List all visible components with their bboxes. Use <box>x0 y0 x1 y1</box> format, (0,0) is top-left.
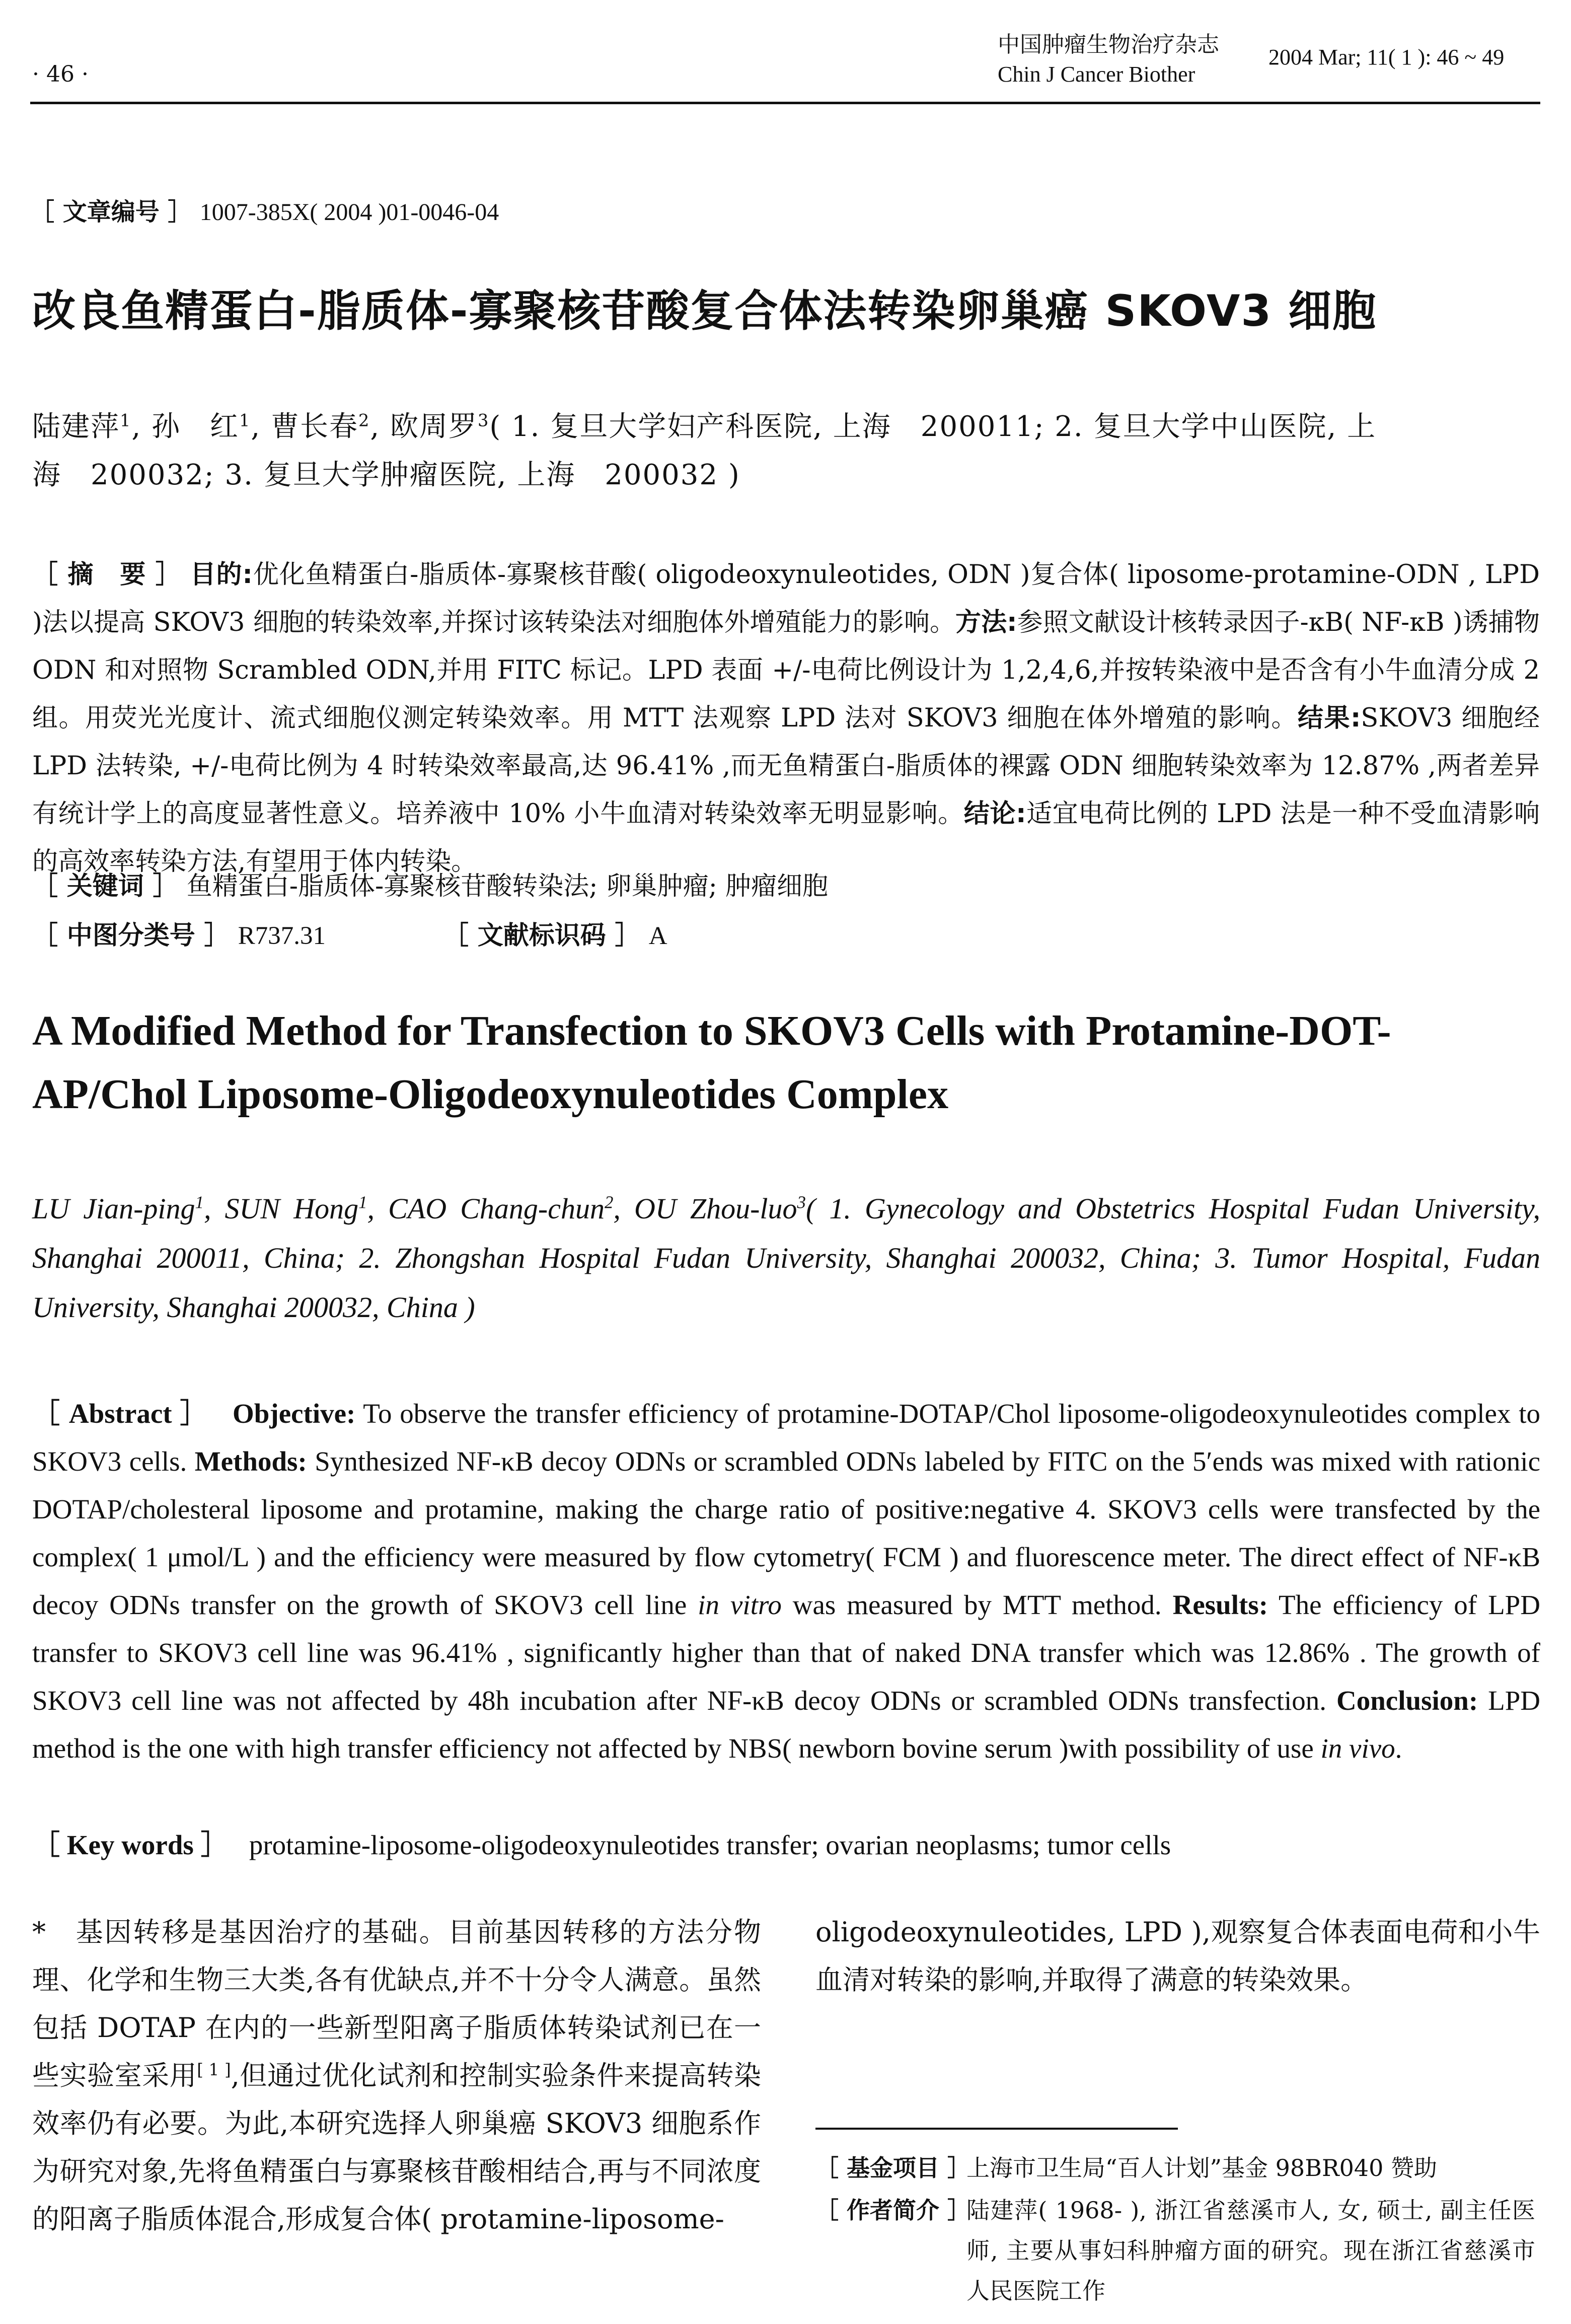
conclusion-en: LPD method is the one with high transfer efficiency not affected by NBS( newborn bovine serum )with possibility of use <box>32 1685 1541 1764</box>
abstract-cn <box>32 551 1540 886</box>
affiliations-cn-line1: ( 1. 复旦大学妇产科医院, 上海 200011; 2. 复旦大学中山医院, 上 <box>489 410 1377 443</box>
author-cn: 孙 红$^1$ <box>151 410 251 443</box>
journal-name-en: Chin J Cancer Biother <box>998 62 1195 87</box>
authors-en: LU Jian-ping$^1$, SUN Hong$^1$, CAO Chang-chun$^2$, OU Zhou-luo$^3$( 1. Gynecology and Obstetrics Hospital Fudan University, Shanghai 200011, China; 2. Zhongshan Hospital Fudan University, Shanghai 200032, China; 3. Tumor Hospital, Fudan University, Shanghai 200032, China ) <box>32 1192 1540 1324</box>
body-column-left <box>32 1908 761 2243</box>
authors-cn: 陆建萍$^1$, 孙 红$^1$, 曹长春$^2$, 欧周罗$^3$( 1. 复旦大学妇产科医院, 上海 200011; 2. 复旦大学中山医院, 上 海 200032; 3. 复旦大学肿瘤医院, 上海 200032 ) <box>32 410 1377 491</box>
keywords-en-label: ［ Key words ］ <box>32 1830 229 1860</box>
conclusion-label-cn: 结论: <box>963 799 1026 829</box>
classification-cn-value: R737.31 <box>238 922 326 950</box>
doc-code-cn <box>443 914 667 952</box>
article-id-label: ［ 文章编号 ］ <box>30 198 192 226</box>
conclusion-label-en: Conclusion: <box>1336 1685 1478 1716</box>
methods-en: Synthesized NF-κB decoy ODNs or scrambled ODNs labeled by FITC on the 5′ends was mixed with rationic DOTAP/cholesteral liposome and protamine, making the charge ratio of positive:negative 4. SKOV3 cells were transfected by the complex( 1 μmol/L ) and the efficiency were measured by flow cytometry( FCM ) and fluorescence meter. The direct effect of NF-κB decoy ODNs transfer on the growth of SKOV3 cell line <box>32 1446 1540 1620</box>
in-vitro-term: in vitro <box>698 1589 782 1620</box>
author-cn: 曹长春$^2$ <box>270 410 370 443</box>
objective-en: To observe the transfer efficiency of protamine-DOTAP/Chol liposome-oligodeoxynuleotides complex to SKOV3 cells. <box>32 1398 1541 1477</box>
abstract-en <box>32 1390 1540 1772</box>
page-number: · 46 · <box>32 61 89 87</box>
classification-cn <box>32 914 326 952</box>
journal-name-cn: 中国肿瘤生物治疗杂志 <box>998 32 1219 57</box>
objective-label-en: Objective: <box>233 1398 356 1429</box>
title-en-line1: A Modified Method for Transfection to SKOV3 Cells with Protamine-DOT- <box>32 1007 1391 1054</box>
footnote-star: * <box>32 1916 46 1948</box>
classification-cn-label: ［ 中图分类号 ］ <box>32 921 230 951</box>
methods-label-cn: 方法: <box>955 608 1017 637</box>
journal-issue: 2004 Mar; 11( 1 ): 46 ~ 49 <box>1268 45 1505 69</box>
keywords-en <box>32 1823 1171 1862</box>
fund-note <box>815 2150 1437 2183</box>
fund-text: 上海市卫生局“百人计划”基金 98BR040 赞助 <box>966 2154 1438 2182</box>
objective-cn: 优化鱼精蛋白-脂质体-寡聚核苷酸( oligodeoxynuleotides, ODN )复合体( liposome-protamine-ODN , LPD )法以提高 SKOV3 细胞的转染效率,并探讨该转染法对细胞体外增殖能力的影响。 <box>32 560 1540 637</box>
article-id-value: 1007-385X( 2004 )01-0046-04 <box>199 199 499 226</box>
keywords-cn <box>32 865 828 902</box>
author-cn: 欧周罗$^3$ <box>390 410 490 443</box>
methods-label-en: Methods: <box>194 1446 307 1477</box>
results-en: The efficiency of LPD transfer to SKOV3 cell line was 96.41% , significantly higher than that of naked DNA transfer which was 12.86% . The growth of SKOV3 cell line was not affected by 48h incubation after NF-κB decoy ODNs or scrambled ODNs transfection. <box>32 1589 1540 1716</box>
doc-code-cn-value: A <box>648 922 667 950</box>
affiliations-en: ( 1. Gynecology and Obstetrics Hospital Fudan University, Shanghai 200011, China; 2. Zhongshan Hospital Fudan University, Shanghai 200032, China; 3. Tumor Hospital, Fudan University, Shanghai 200032, China ) <box>32 1192 1540 1324</box>
title-cn: 改良鱼精蛋白-脂质体-寡聚核苷酸复合体法转染卵巢癌 SKOV3 细胞 <box>32 286 1377 336</box>
author-en: SUN Hong$^1$ <box>225 1192 367 1225</box>
keywords-en-value: protamine-liposome-oligodeoxynuleotides transfer; ovarian neoplasms; tumor cells <box>249 1830 1171 1860</box>
footnote-rule <box>815 2128 1178 2130</box>
affiliations-cn-line2: 海 200032; 3. 复旦大学肿瘤医院, 上海 200032 ) <box>32 459 740 491</box>
methods-cn: 参照文献设计核转录因子-κB( NF-κB )诱捕物 ODN 和对照物 Scrambled ODN,并用 FITC 标记。LPD 表面 +/-电荷比例设计为 1,2,4,6,并按转染液中是否含有小牛血清分成 2 组。用荧光光度计、流式细胞仪测定转染效率。用 MTT 法观察 LPD 法对 SKOV3 细胞在体外增殖的影响。 <box>32 608 1540 733</box>
author-en: CAO Chang-chun$^2$ <box>388 1192 614 1225</box>
author-cn: 陆建萍$^1$ <box>32 410 132 443</box>
citation-ref[interactable]: [ 1 ] <box>197 2060 231 2079</box>
author-en: OU Zhou-luo$^3$ <box>634 1192 806 1225</box>
title-en-line2: AP/Chol Liposome-Oligodeoxynuleotides Complex <box>32 1071 949 1118</box>
header-rule <box>30 102 1540 104</box>
fund-label: ［ 基金项目 ］ <box>815 2154 971 2182</box>
abstract-cn-label: ［ 摘 要 ］ <box>32 560 182 590</box>
results-label-en: Results: <box>1172 1589 1268 1620</box>
body-left-text-b: ,但通过优化试剂和控制实验条件来提高转染效率仍有必要。为此,本研究选择人卵巢癌 SKOV3 细胞系作为研究对象,先将鱼精蛋白与寡聚核苷酸相结合,再与不同浓度的阳离子脂质体混合,形成复合体( protamine-liposome- <box>32 2060 761 2235</box>
author-bio-note <box>815 2190 1540 2311</box>
abstract-en-label: ［ Abstract ］ <box>32 1398 209 1429</box>
bio-label: ［ 作者简介 ］ <box>815 2197 971 2224</box>
keywords-cn-value: 鱼精蛋白-脂质体-寡聚核苷酸转染法; 卵巢肿瘤; 肿瘤细胞 <box>186 872 828 901</box>
in-vivo-term: in vivo <box>1320 1733 1395 1764</box>
doc-code-cn-label: ［ 文献标识码 ］ <box>443 921 641 951</box>
body-right-text: oligodeoxynuleotides, LPD ),观察复合体表面电荷和小牛血清对转染的影响,并取得了满意的转染效果。 <box>815 1916 1540 1996</box>
results-cn: SKOV3 细胞经 LPD 法转染, +/-电荷比例为 4 时转染效率最高,达 96.41% ,而无鱼精蛋白-脂质体的裸露 ODN 细胞转染效率为 12.87% ,两者差异有统计学上的高度显著性意义。培养液中 10% 小牛血清对转染效率无明显影响。 <box>32 703 1540 829</box>
methods-en-tail: was measured by MTT method. <box>781 1589 1162 1620</box>
body-left-text-a: 基因转移是基因治疗的基础。目前基因转移的方法分物理、化学和生物三大类,各有优缺点,并不十分令人满意。虽然包括 DOTAP 在内的一些新型阳离子脂质体转染试剂已在一些实验室采用 <box>32 1916 761 2091</box>
abstract-en-end: . <box>1395 1733 1402 1764</box>
body-column-right <box>815 1908 1540 2004</box>
bio-text: 陆建萍( 1968- ), 浙江省慈溪市人, 女, 硕士, 副主任医师, 主要从事妇科肿瘤方面的研究。现在浙江省慈溪市人民医院工作 <box>966 2197 1535 2304</box>
keywords-cn-label: ［ 关键词 ］ <box>32 872 179 901</box>
author-en: LU Jian-ping$^1$ <box>32 1192 204 1225</box>
article-id <box>30 192 499 227</box>
conclusion-cn: 适宜电荷比例的 LPD 法是一种不受血清影响的高效率转染方法,有望用于体内转染。 <box>32 799 1540 877</box>
results-label-cn: 结果: <box>1297 703 1361 733</box>
title-en <box>32 999 1542 1126</box>
objective-label-cn: 目的: <box>190 560 253 590</box>
